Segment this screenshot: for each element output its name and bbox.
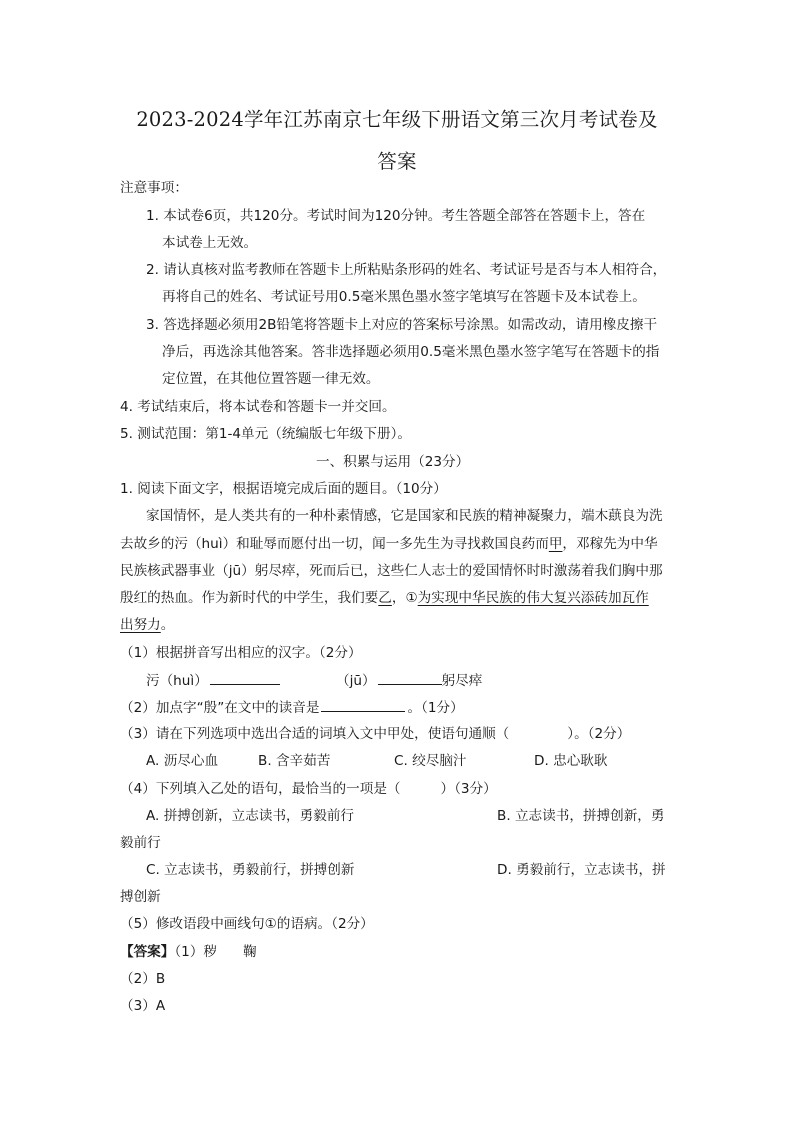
- option-4d-line1: D. 勇毅前行，立志读书，拼: [497, 862, 666, 878]
- note-3c: 定位置，在其他位置答题一律无效。: [162, 371, 380, 387]
- answer-line-1: 【答案】（1）秽 鞠: [120, 944, 257, 960]
- blank-yi: 乙: [378, 590, 392, 606]
- option-3a: A. 沥尽心血: [146, 753, 219, 769]
- note-1a: 1. 本试卷6页，共120分。考试时间为120分钟。考生答题全部答在答题卡上，答在: [146, 208, 646, 224]
- passage-line-5: 出努力。: [120, 617, 175, 633]
- notes-heading: 注意事项：: [120, 180, 188, 196]
- underlined-sentence-1: 为实现中华民族的伟大复兴添砖加瓦作: [417, 590, 649, 606]
- subq-1-blank-a: 污（huì）: [146, 670, 280, 691]
- subq-4: （4）下列填入乙处的语句，最恰当的一项是（ ）（3分）: [120, 781, 497, 797]
- answer-line-3: （3）A: [120, 998, 166, 1014]
- option-4d-line2: 搏创新: [120, 889, 161, 905]
- fill-blank[interactable]: [210, 670, 280, 685]
- note-3b: 净后，再选涂其他答案。答非选择题必须用0.5毫米黑色墨水签字笔写在答题卡的指: [162, 344, 660, 360]
- option-4c: C. 立志读书，勇毅前行，拼搏创新: [146, 862, 355, 878]
- blank-jia: 甲: [548, 536, 563, 552]
- fill-blank[interactable]: [378, 670, 442, 685]
- subq-3: （3）请在下列选项中选出合适的词填入文中甲处，使语句通顺（ ）。（2分）: [120, 726, 631, 742]
- answer-line-2: （2）B: [120, 971, 166, 987]
- doc-title-line2: 答案: [377, 150, 417, 173]
- option-4b-line2: 毅前行: [120, 835, 161, 851]
- answer-label: 【答案】: [120, 944, 175, 960]
- note-5: 5. 测试范围：第1-4单元（统编版七年级下册）。: [120, 426, 411, 442]
- doc-title-line1: 2023-2024学年江苏南京七年级下册语文第三次月考试卷及: [136, 108, 658, 131]
- option-3c: C. 绞尽脑汁: [394, 753, 467, 769]
- option-4b-line1: B. 立志读书，拼搏创新，勇: [497, 808, 665, 824]
- subq-5: （5）修改语段中画线句①的语病。（2分）: [120, 916, 374, 932]
- subq-2: （2）加点字“殷”在文中的读音是 。（1分）: [120, 697, 464, 718]
- option-3d: D. 忠心耿耿: [534, 753, 608, 769]
- option-3b: B. 含辛茹苦: [258, 753, 331, 769]
- fill-blank[interactable]: [321, 697, 405, 712]
- section-heading: 一、积累与运用（23分）: [316, 454, 470, 470]
- subq-1-blank-b: （jū） 躬尽瘁: [336, 670, 482, 691]
- note-2b: 再将自己的姓名、考试证号用0.5毫米黑色墨水签字笔填写在答题卡及本试卷上。: [162, 289, 646, 305]
- note-3a: 3. 答选择题必须用2B铅笔将答题卡上对应的答案标号涂黑。如需改动，请用橡皮擦干: [146, 317, 658, 333]
- option-4a: A. 拼搏创新，立志读书，勇毅前行: [146, 808, 355, 824]
- passage-line-4: 殷红的热血。作为新时代的中学生，我们要乙，①为实现中华民族的伟大复兴添砖加瓦作: [120, 590, 649, 606]
- subq-1: （1）根据拼音写出相应的汉字。（2分）: [120, 645, 362, 661]
- note-4: 4. 考试结束后，将本试卷和答题卡一并交回。: [120, 399, 396, 415]
- note-1b: 本试卷上无效。: [162, 235, 258, 251]
- passage-line-1: 家国情怀，是人类共有的一种朴素情感，它是国家和民族的精神凝聚力，端木蕻良为洗: [146, 508, 663, 524]
- passage-line-2: 去故乡的污（huì）和耻辱而愿付出一切，闻一多先生为寻找救国良药而甲，邓稼先为中华: [120, 536, 658, 552]
- passage-line-3: 民族核武器事业（jū）躬尽瘁，死而后已，这些仁人志士的爱国情怀时时激荡着我们胸中那: [120, 563, 663, 579]
- note-2a: 2. 请认真核对监考教师在答题卡上所粘贴条形码的姓名、考试证号是否与本人相符合，: [146, 262, 667, 278]
- question-1-stem: 1. 阅读下面文字，根据语境完成后面的题目。（10分）: [120, 481, 447, 497]
